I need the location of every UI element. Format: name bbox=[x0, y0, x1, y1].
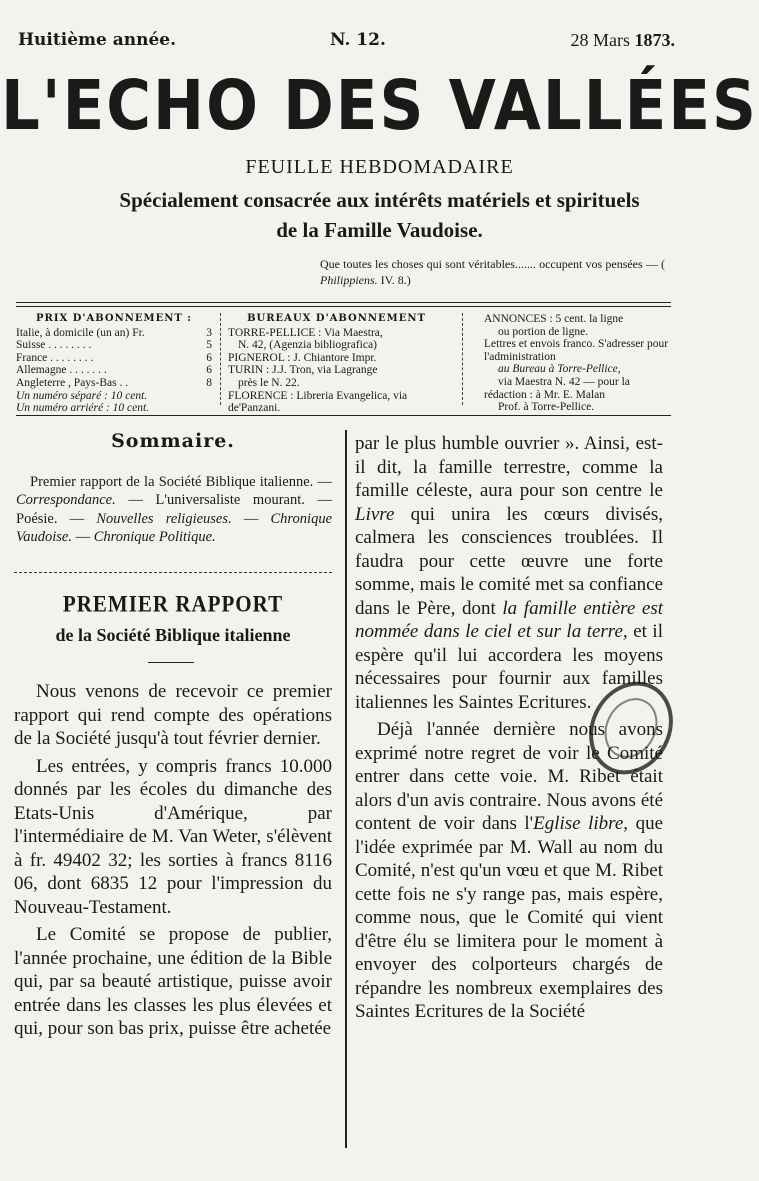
article-paragraph: Nous venons de recevoir ce premier rapport qui rend compte des opérations de la Société jusqu'à tout février dernier. bbox=[14, 681, 332, 749]
article-paragraph: par le plus humble ouvrier ». Ainsi, est-il dit, la famille terrestre, comme la famille céleste, aura pour son centre le Livre qui unira les cœurs divisés, calmera les consciences troublées. Il faudra pour cette œuvre une forte somme, mais le comité met sa confiance dans le Père, dont la famille entière est nommée dans le ciel et sur la terre, et il espère qu'il lui accordera les moyens nécessaires pour fournir aux familles italiennes les Saintes Ecritures. bbox=[355, 433, 664, 713]
office-line: TURIN : J.J. Tron, via Lagrange bbox=[228, 364, 378, 377]
announce-line: Lettres et envois franco. S'adresser pour l'administration bbox=[484, 338, 669, 363]
office-line: près le N. 22. bbox=[238, 376, 300, 389]
sommaire-title: Sommaire. bbox=[111, 430, 235, 452]
offices-title: BUREAUX D'ABONNEMENT bbox=[247, 313, 426, 324]
title-dash bbox=[148, 662, 194, 663]
announce-line: ou portion de ligne. bbox=[498, 325, 589, 338]
box-divider bbox=[220, 313, 221, 405]
tagline-line-1: Spécialement consacrée aux intérêts matériels et spirituels bbox=[119, 188, 640, 212]
issue-date: 28 Mars 1873. bbox=[570, 30, 675, 50]
price-row: Allemagne . . . . . . . 6 bbox=[16, 364, 212, 377]
price-row: Italie, à domicile (un an) Fr. 3 bbox=[16, 326, 212, 339]
sommaire-text: Premier rapport de la Société Biblique italienne. — Correspondance. — L'universaliste mourant. — Poésie. — Nouvelles religieuses. — Chronique Vaudoise. — Chronique Politique. bbox=[16, 473, 333, 545]
price-row: France . . . . . . . . 6 bbox=[16, 351, 212, 364]
boxes-rule bbox=[16, 415, 671, 416]
article-left-column bbox=[14, 680, 332, 1041]
tagline-line-2: de la Famille Vaudoise. bbox=[276, 218, 483, 242]
article-subtitle: de la Société Biblique italienne bbox=[55, 625, 291, 645]
announce-line: au Bureau à Torre-Pellice, bbox=[498, 363, 621, 376]
epigraph: Que toutes les choses qui sont véritables....... occupent vos pensées — ( Philippiens. IV. 8.) bbox=[320, 257, 665, 287]
issue-number: N. 12. bbox=[330, 30, 386, 50]
article-paragraph: Les entrées, y compris francs 10.000 donnés par les écoles du dimanche des Etats-Unis d'Amérique, par l'intermédiaire de M. Van Weter, s'élèvent à fr. 49402 32; les sorties à francs 8116 06, dont 6835 12 pour l'impression du Nouveau-Testament. bbox=[14, 755, 332, 918]
newspaper-subtitle: FEUILLE HEBDOMADAIRE bbox=[245, 156, 514, 178]
newspaper-title: L'ECHO DES VALLÉES bbox=[1, 66, 758, 146]
office-line: TORRE-PELLICE : Via Maestra, bbox=[228, 326, 383, 339]
column-divider bbox=[345, 430, 347, 1148]
article-title: PREMIER RAPPORT bbox=[62, 590, 284, 618]
subscription-title: PRIX D'ABONNEMENT : bbox=[36, 313, 192, 324]
article-paragraph: Le Comité se propose de publier, l'année prochaine, une édition de la Bible qui, par sa beauté artistique, puisse avoir entrée dans les classes les plus élevées et qui, pour son bas prix, puisse être achetée bbox=[14, 924, 332, 1039]
office-line: N. 42, (Agenzia bibliografica) bbox=[238, 339, 377, 352]
single-issue-note: Un numéro séparé : 10 cent. bbox=[16, 389, 148, 402]
offices-box bbox=[228, 313, 445, 415]
office-line: FLORENCE : Libreria Evangelica, via de'Panzani. bbox=[228, 389, 408, 415]
announcements-box bbox=[484, 313, 674, 414]
office-line: PIGNEROL : J. Chiantore Impr. bbox=[228, 351, 377, 364]
announce-line: via Maestra N. 42 — pour la bbox=[498, 375, 630, 388]
box-divider bbox=[462, 313, 463, 405]
price-row: Suisse . . . . . . . . 5 bbox=[16, 339, 212, 352]
announce-line: Prof. à Torre-Pellice. bbox=[498, 401, 595, 414]
back-issue-note: Un numéro arriéré : 10 cent. bbox=[16, 402, 150, 415]
price-row: Angleterre , Pays-Bas . . 8 bbox=[16, 376, 212, 389]
year-label: Huitième année. bbox=[18, 30, 177, 50]
article-paragraph: Déjà l'année dernière nous avons exprimé notre regret de voir le Comité entrer dans cette voie. M. Ribet était alors d'un avis contraire. Nous avons été content de voir dans l'Eglise libre, que l'idée exprimée par M. Wall au nom du Comité, n'est qu'un vœu et que M. Ribet cette fois ne s'y range pas, mais espère, comme nous, que le Comité qui vient d'être élu se limitera pour le moment à envoyer des colporteurs chargés de répandre les nombreux exemplaires des Saintes Ecritures de la Société bbox=[355, 719, 664, 1022]
header-topline bbox=[18, 30, 675, 56]
announce-line: rédaction : à Mr. E. Malan bbox=[484, 388, 606, 401]
header-rule-double bbox=[16, 306, 671, 307]
subscription-box bbox=[16, 313, 212, 415]
header-rule bbox=[16, 302, 671, 303]
section-divider bbox=[14, 572, 332, 573]
announce-line: ANNONCES : 5 cent. la ligne bbox=[484, 313, 624, 325]
